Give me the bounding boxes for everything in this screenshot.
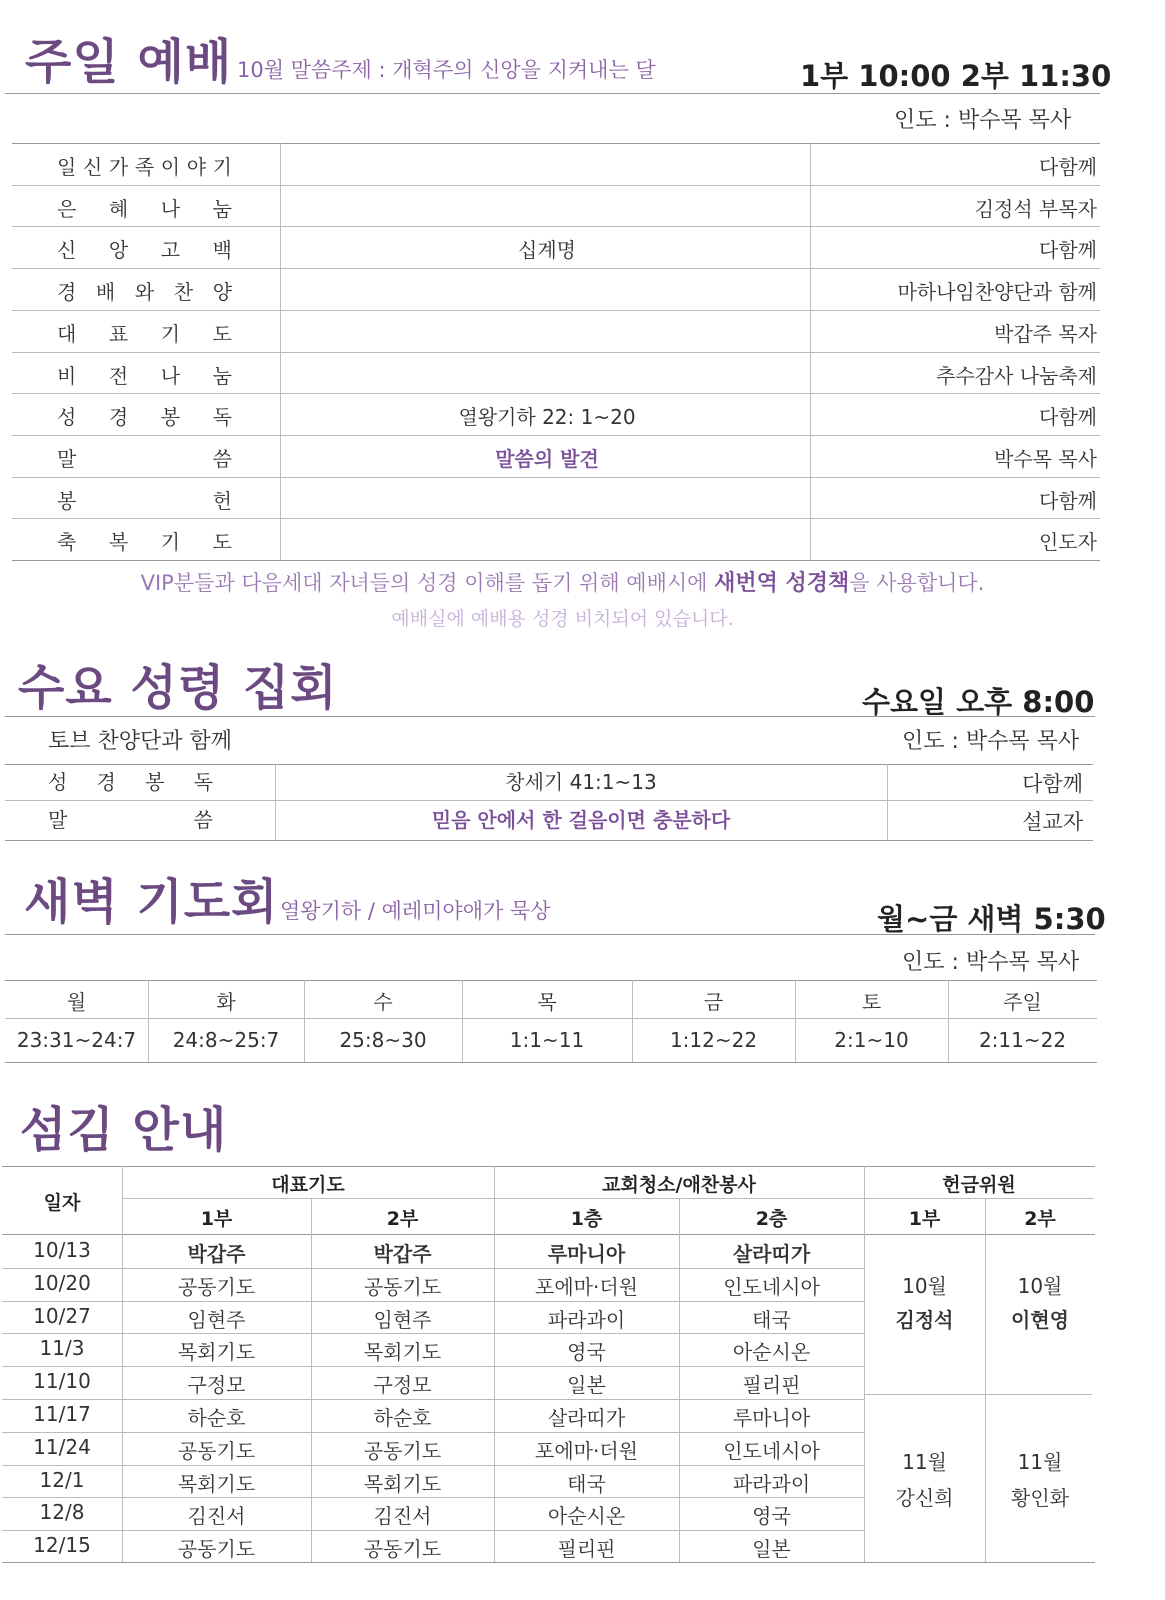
serving-date: 12/8 (39, 1500, 85, 1525)
row-divider (2, 1268, 864, 1269)
order-item-char: 도 (212, 530, 232, 555)
order-item-char: 독 (212, 405, 232, 430)
order-row (12, 477, 1124, 519)
row-divider (2, 1301, 864, 1302)
header-prayer-1: 1부 (200, 1208, 233, 1230)
row-divider (12, 435, 1100, 436)
header-date: 일자 (43, 1192, 81, 1214)
serving-f2: 인도네시아 (723, 1274, 820, 1299)
table-bottom-rule (2, 1562, 1095, 1563)
dawn-leader: 인도 : 박수목 목사 (902, 950, 1080, 975)
row-divider (12, 518, 1100, 519)
serving-p2: 박갑주 (373, 1242, 432, 1266)
order-item-char: 전 (108, 363, 129, 388)
order-by: 다함께 (1022, 772, 1083, 796)
serving-p1: 김진서 (187, 1504, 246, 1529)
sunday-leader: 인도 : 박수목 목사 (894, 108, 1072, 133)
order-item-char: 백 (212, 238, 232, 263)
serving-p2: 공동기도 (363, 1274, 442, 1299)
row-divider (12, 352, 1100, 353)
serving-date: 10/20 (33, 1270, 91, 1295)
notice-text-post: 을 사용합니다. (849, 571, 985, 595)
row-divider (12, 226, 1100, 227)
wednesday-band: 토브 찬양단과 함께 (48, 729, 233, 754)
order-row (12, 518, 1124, 560)
notice-bible (0, 566, 1125, 597)
order-item-char: 봉 (160, 405, 181, 430)
col-divider (632, 980, 633, 1062)
row-divider (12, 268, 1100, 269)
order-row (12, 310, 1124, 352)
wednesday-time: 수요일 오후 8:00 (862, 685, 1095, 719)
order-item-char: 경 (96, 770, 116, 794)
offering-oct-month-1: 10월 (902, 1274, 947, 1298)
table-bottom-rule (5, 1062, 1097, 1063)
notice-text-pre: VIP분들과 다음세대 자녀들의 성경 이해를 돕기 위해 예배시에 (140, 571, 715, 595)
dawn-passage: 2:11~22 (978, 1028, 1067, 1052)
col-divider (304, 980, 305, 1062)
order-item-char: 기 (212, 155, 232, 179)
serving-p1: 공동기도 (177, 1438, 256, 1463)
order-item-char: 성 (48, 770, 68, 794)
order-item-char: 앙 (108, 238, 129, 263)
order-item (57, 151, 232, 180)
order-item-char: 성 (57, 405, 77, 430)
dawn-table (0, 980, 1165, 1066)
serving-p2: 공동기도 (363, 1438, 442, 1463)
serving-f1: 필리핀 (557, 1537, 616, 1562)
header-offering-2: 2부 (1024, 1208, 1056, 1230)
offering-nov-month-2: 11월 (1017, 1450, 1063, 1474)
header-prayer-2: 2부 (386, 1208, 419, 1230)
order-item-char: 족 (134, 155, 155, 179)
col-divider (148, 980, 149, 1062)
dawn-day: 금 (703, 990, 724, 1014)
serving-f2: 영국 (752, 1504, 791, 1529)
row-divider (12, 310, 1100, 311)
order-item-char: 말 (48, 808, 68, 832)
row-divider (12, 185, 1100, 186)
header-bottom-rule (2, 1234, 1095, 1235)
serving-p1: 박갑주 (187, 1242, 246, 1266)
order-item-char: 야 (186, 155, 207, 179)
row-divider (5, 800, 1093, 801)
order-content: 열왕기하 22: 1~20 (458, 405, 636, 430)
header-cleaning: 교회청소/애찬봉사 (602, 1174, 756, 1196)
order-item-char: 양 (212, 280, 232, 305)
row-divider (12, 477, 1100, 478)
dawn-day: 수 (373, 990, 393, 1014)
serving-f2: 인도네시아 (723, 1438, 820, 1463)
order-item-char: 혜 (108, 196, 129, 221)
wednesday-title-rule (5, 716, 1095, 717)
table-top-rule (5, 980, 1097, 981)
serving-p1: 공동기도 (177, 1274, 256, 1299)
order-by: 김정석 부목자 (974, 196, 1097, 221)
order-item (57, 234, 232, 263)
order-item-char: 씀 (193, 808, 213, 832)
offering-oct-name-2: 이현영 (1011, 1308, 1069, 1332)
order-item-char: 기 (160, 530, 181, 555)
order-item-char: 고 (160, 238, 181, 263)
notice-text-bold: 새번역 성경책 (714, 571, 850, 596)
order-item-char: 은 (57, 196, 77, 221)
order-item (48, 766, 213, 795)
order-item-char: 신 (82, 155, 103, 179)
order-row (12, 352, 1124, 394)
order-item (57, 360, 232, 389)
order-item-char: 이 (160, 155, 181, 179)
order-item-char: 씀 (212, 446, 232, 471)
order-by: 박갑주 목자 (994, 321, 1097, 346)
row-divider (12, 393, 1100, 394)
serving-date: 11/24 (33, 1434, 91, 1459)
order-item (57, 485, 232, 514)
order-content: 말씀의 발견 (495, 446, 599, 471)
header-offering-1: 1부 (908, 1208, 941, 1230)
serving-f1: 태국 (567, 1471, 606, 1496)
dawn-passage: 1:1~11 (509, 1028, 585, 1052)
order-row (12, 185, 1124, 227)
dawn-passage: 25:8~30 (339, 1028, 427, 1052)
row-divider (2, 1366, 864, 1367)
order-item-char: 신 (57, 238, 77, 263)
order-item-char: 말 (57, 446, 77, 471)
serving-f1: 영국 (567, 1340, 606, 1365)
order-item-char: 봉 (57, 488, 77, 513)
serving-p2: 공동기도 (363, 1537, 442, 1562)
header-floor-2: 2층 (755, 1208, 788, 1230)
order-item (57, 526, 232, 555)
order-item-char: 일 (57, 155, 77, 179)
dawn-day: 주일 (1003, 990, 1042, 1014)
serving-f2: 태국 (752, 1307, 791, 1332)
serving-p1: 목회기도 (177, 1471, 256, 1496)
serving-f1: 파라과이 (547, 1307, 626, 1332)
dawn-time: 월~금 새벽 5:30 (877, 902, 1106, 936)
header-floor-1: 1층 (570, 1208, 603, 1230)
serving-date: 11/17 (33, 1402, 91, 1426)
offering-oct-name-1: 김정석 (895, 1308, 954, 1332)
table-bottom-rule (5, 840, 1093, 841)
dawn-day: 토 (861, 990, 882, 1014)
col-divider (795, 980, 796, 1062)
serving-f1: 살라띠가 (547, 1406, 626, 1430)
dawn-passage: 24:8~25:7 (172, 1028, 280, 1052)
order-row (12, 435, 1124, 477)
order-item-char: 배 (95, 280, 116, 305)
row-divider (2, 1465, 864, 1466)
order-item (57, 276, 232, 305)
order-item (57, 401, 232, 430)
row-divider (5, 1018, 1097, 1019)
order-item-char: 눔 (212, 363, 232, 388)
row-divider (2, 1530, 864, 1531)
dawn-day: 목 (537, 990, 557, 1014)
order-item-char: 비 (57, 363, 77, 388)
offering-nov-month-1: 11월 (902, 1450, 947, 1474)
order-by: 다함께 (1039, 238, 1097, 263)
col-divider (462, 980, 463, 1062)
serving-f2: 일본 (752, 1537, 791, 1562)
dawn-passage: 23:31~24:7 (16, 1028, 137, 1052)
serving-f2: 살라띠가 (732, 1242, 811, 1266)
serving-p1: 목회기도 (177, 1340, 256, 1365)
row-divider (2, 1333, 864, 1334)
order-item-char: 나 (160, 363, 181, 388)
sunday-title: 주일 예배 (25, 34, 233, 90)
order-by: 마하나임찬양단과 함께 (897, 280, 1097, 305)
serving-f2: 루마니아 (732, 1406, 811, 1430)
order-item-char: 축 (57, 530, 77, 555)
serving-date: 11/10 (33, 1369, 91, 1394)
order-item (57, 443, 232, 472)
order-by: 인도자 (1039, 530, 1097, 555)
order-content: 십계명 (518, 238, 576, 263)
serving-date: 10/27 (33, 1303, 91, 1328)
sunday-title-rule (5, 93, 1100, 94)
order-item-char: 봉 (145, 770, 165, 794)
sunday-theme: 10월 말씀주제 : 개혁주의 신앙을 지켜내는 달 (237, 58, 656, 82)
serving-f1: 아순시온 (547, 1504, 626, 1529)
serving-date: 11/3 (39, 1336, 85, 1361)
order-by: 다함께 (1039, 155, 1097, 179)
serving-p2: 김진서 (373, 1504, 432, 1529)
table-top-rule (2, 1166, 1095, 1167)
order-item-char: 나 (160, 196, 181, 221)
row-divider (2, 1399, 864, 1400)
dawn-title: 새벽 기도회 (24, 874, 279, 930)
table-top-rule (5, 764, 1093, 765)
offering-oct-month-2: 10월 (1017, 1274, 1063, 1298)
serving-f1: 일본 (567, 1373, 606, 1398)
serving-date: 10/13 (33, 1238, 91, 1262)
order-row (12, 143, 1124, 185)
order-item-char: 경 (108, 405, 129, 430)
col-divider (948, 980, 949, 1062)
notice-bible-available: 예배실에 예배용 성경 비치되어 있습니다. (391, 608, 734, 630)
order-item (48, 804, 213, 833)
header-prayer: 대표기도 (271, 1174, 345, 1196)
serving-date: 12/15 (33, 1533, 91, 1558)
order-item-char: 도 (212, 321, 232, 346)
order-item-char: 가 (108, 155, 129, 179)
dawn-passage: 1:12~22 (669, 1028, 758, 1052)
order-row (12, 268, 1124, 310)
dawn-title-rule (5, 934, 1095, 935)
serving-p2: 임현주 (373, 1307, 432, 1332)
serving-p2: 목회기도 (363, 1471, 442, 1496)
offering-month-divider (864, 1394, 1092, 1395)
order-item (57, 318, 232, 347)
order-item-char: 눔 (212, 196, 232, 221)
wednesday-title: 수요 성령 집회 (18, 660, 338, 716)
serving-f2: 아순시온 (732, 1340, 811, 1365)
order-by: 박수목 목사 (994, 446, 1097, 471)
serving-p2: 하순호 (373, 1406, 432, 1430)
dawn-passage: 2:1~10 (834, 1028, 909, 1052)
serving-f1: 루마니아 (547, 1242, 626, 1266)
order-by: 다함께 (1039, 488, 1097, 513)
order-item-char: 독 (193, 770, 213, 794)
order-item-char: 경 (57, 280, 77, 305)
serving-p1: 하순호 (187, 1406, 246, 1430)
order-by: 설교자 (1022, 810, 1083, 834)
wednesday-order-table (0, 762, 1165, 842)
serving-title: 섬김 안내 (20, 1102, 228, 1158)
serving-f1: 포에마·더원 (535, 1274, 638, 1299)
serving-f2: 파라과이 (732, 1471, 811, 1496)
order-content: 믿음 안에서 한 걸음이면 충분하다 (431, 808, 731, 832)
dawn-day: 화 (216, 990, 236, 1014)
sunday-order-table (0, 143, 1165, 563)
serving-p1: 구정모 (187, 1373, 246, 1398)
order-item-char: 복 (108, 530, 129, 555)
order-item-char: 와 (134, 280, 155, 305)
sunday-time: 1부 10:00 2부 11:30 (800, 59, 1112, 93)
dawn-day: 월 (66, 990, 87, 1014)
order-item-char: 표 (108, 321, 129, 346)
dawn-subtitle: 열왕기하 / 예레미야애가 묵상 (280, 899, 551, 923)
header-offering: 헌금위원 (942, 1174, 1016, 1196)
wednesday-leader: 인도 : 박수목 목사 (902, 729, 1080, 754)
serving-table (0, 1166, 1165, 1566)
row-divider (2, 1432, 864, 1433)
serving-f1: 포에마·더원 (535, 1438, 638, 1463)
serving-p2: 목회기도 (363, 1340, 442, 1365)
header-sub-rule (122, 1198, 1094, 1199)
order-item-char: 대 (57, 321, 77, 346)
order-by: 다함께 (1039, 405, 1097, 430)
serving-date: 12/1 (39, 1467, 85, 1492)
serving-p1: 공동기도 (177, 1537, 256, 1562)
order-item-char: 기 (160, 321, 181, 346)
order-item-char: 찬 (173, 280, 194, 305)
order-item-char: 헌 (212, 488, 232, 513)
order-row (12, 226, 1124, 268)
serving-f2: 필리핀 (742, 1373, 801, 1398)
order-by: 추수감사 나눔축제 (936, 363, 1097, 388)
serving-p2: 구정모 (373, 1373, 432, 1398)
row-divider (2, 1497, 864, 1498)
offering-nov-name-1: 강신희 (895, 1486, 954, 1510)
order-item (57, 193, 232, 222)
serving-p1: 임현주 (187, 1307, 246, 1332)
order-content: 창세기 41:1~13 (505, 770, 657, 794)
order-row (12, 393, 1124, 435)
table-bottom-rule (12, 560, 1100, 561)
offering-nov-name-2: 황인화 (1011, 1486, 1069, 1510)
